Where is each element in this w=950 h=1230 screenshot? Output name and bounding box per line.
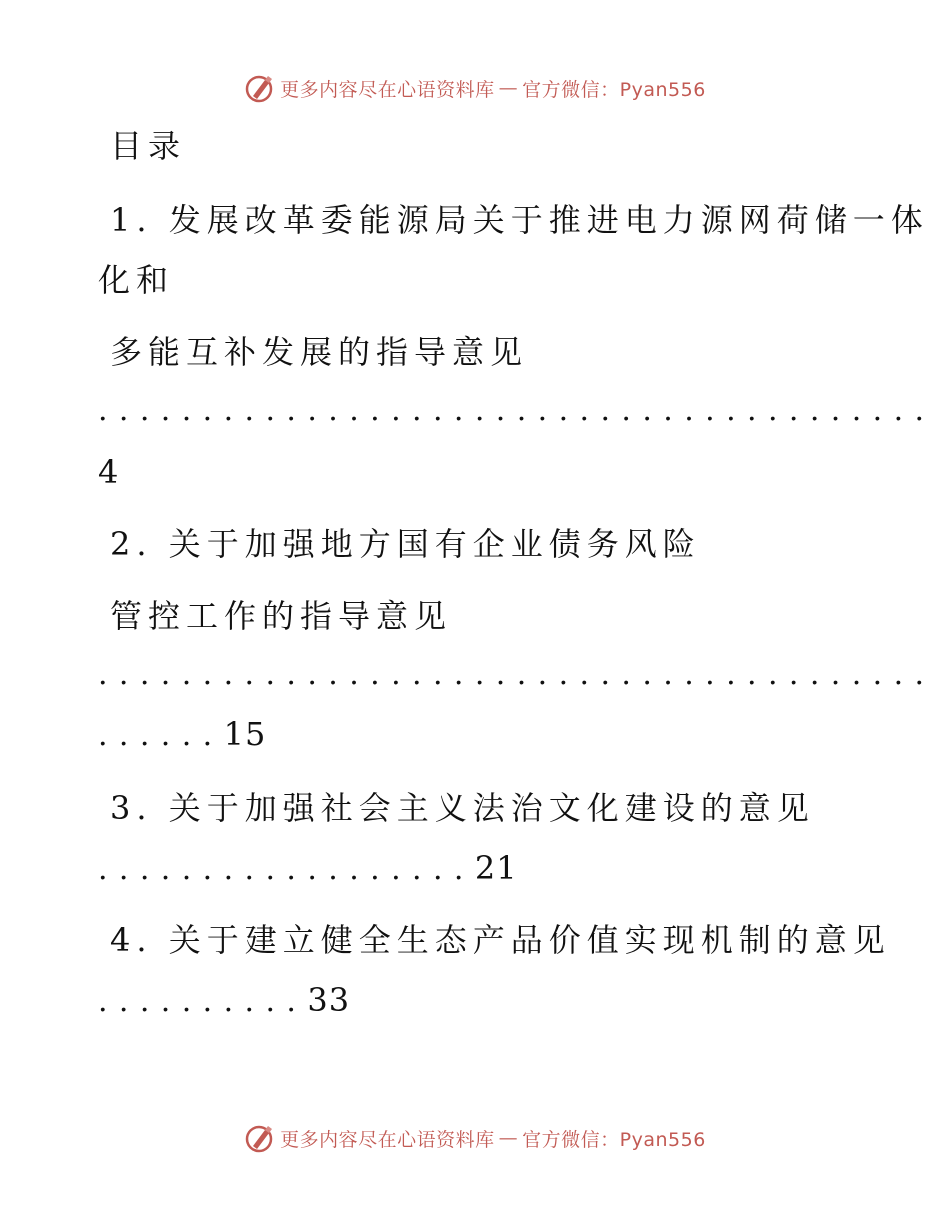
pen-logo-icon	[244, 1122, 276, 1154]
toc-entry-4-leader: ..........	[98, 984, 308, 1019]
toc-entry-1-title-line3: 多能互补发展的指导意见	[110, 333, 529, 371]
toc-entry-2-page[interactable]: 15	[223, 715, 267, 753]
watermark-account-text: 官方微信：Pyan556	[522, 78, 706, 101]
watermark-header	[0, 72, 950, 104]
pen-logo-icon	[244, 72, 276, 104]
toc-title: 目录	[110, 127, 187, 165]
toc-entry-2-title-cont: 管控工作的指导意见	[110, 597, 453, 635]
watermark-account-text: 官方微信：Pyan556	[522, 1128, 706, 1151]
watermark-main-text: 更多内容尽在心语资料库	[280, 78, 495, 101]
toc-entry-4-page[interactable]: 33	[307, 981, 351, 1019]
watermark-main-text: 更多内容尽在心语资料库	[280, 1128, 495, 1151]
toc-entry-number: 3.	[110, 789, 153, 827]
toc-entry-1-page[interactable]: 4	[98, 453, 120, 491]
toc-entry-3-page[interactable]: 21	[474, 849, 518, 887]
watermark-dash: —	[498, 1127, 519, 1149]
toc-entry-2-leader-line2	[98, 715, 950, 753]
toc-entry-1-title[interactable]	[110, 201, 950, 239]
toc-entry-1-leader: ........................................	[98, 396, 936, 426]
toc-entry-number: 4.	[110, 921, 153, 959]
toc-entry-4-leader-line	[98, 981, 950, 1019]
toc-entry-2-leader-tail: ......	[98, 718, 224, 753]
toc-entry-4-title[interactable]	[110, 921, 950, 959]
toc-entry-title-text: 发展改革委能源局关于推进电力源网荷储一体	[168, 201, 929, 239]
toc-entry-number: 2.	[110, 525, 153, 563]
toc-entry-3-leader: ..................	[98, 852, 475, 887]
toc-entry-title-text: 关于加强社会主义法治文化建设的意见	[168, 789, 815, 827]
watermark-footer	[0, 1122, 950, 1154]
toc-entry-3-leader-line	[98, 849, 950, 887]
watermark-dash: —	[498, 77, 519, 99]
toc-entry-2-leader: ........................................	[98, 660, 936, 690]
toc-entry-1-title-cont: 化和	[98, 261, 175, 299]
toc-entry-title-text: 关于建立健全生态产品价值实现机制的意见	[168, 921, 891, 959]
toc-entry-number: 1.	[110, 201, 153, 239]
toc-entry-3-title[interactable]	[110, 789, 950, 827]
toc-entry-title-text: 关于加强地方国有企业债务风险	[168, 525, 701, 563]
toc-entry-2-title[interactable]	[110, 525, 950, 563]
